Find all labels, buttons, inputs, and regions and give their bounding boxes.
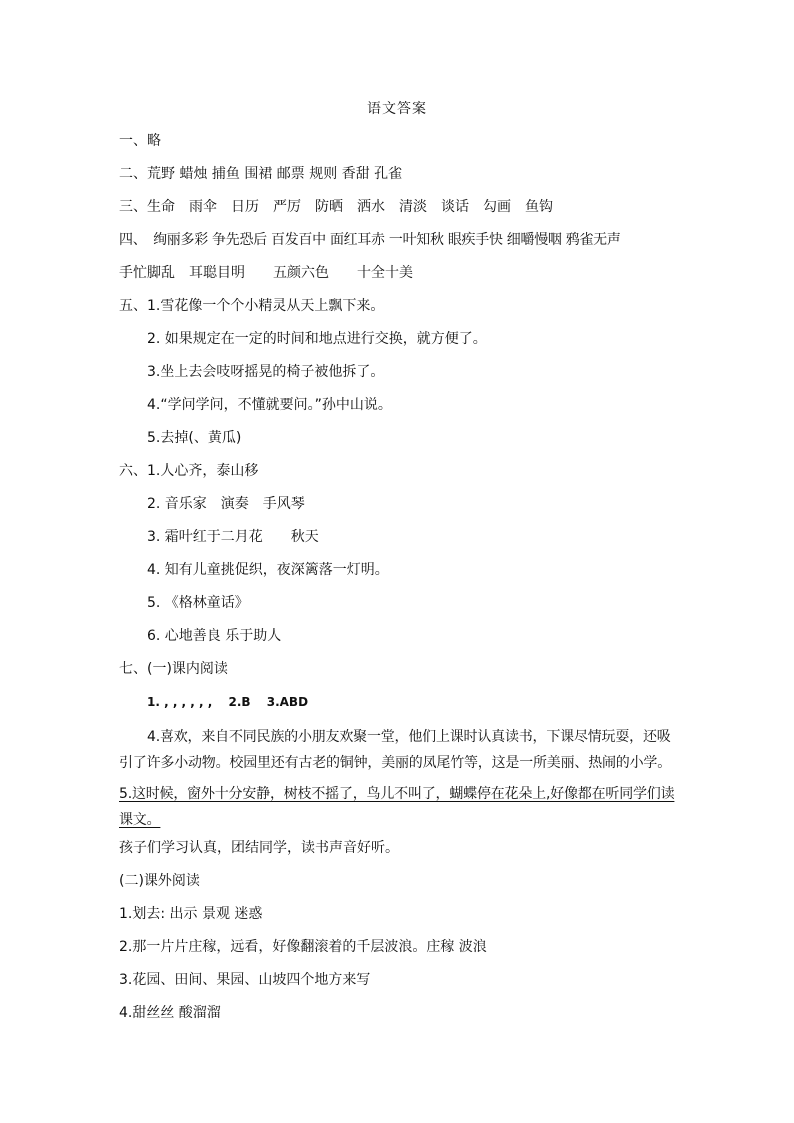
- answer-line-6-1: 六、1.人心齐，泰山移: [119, 463, 259, 479]
- answer-line-7-4: 4.喜欢，来自不同民族的小朋友欢聚一堂，他们上课时认真读书，下课尽情玩耍，还吸引了许多小动物。校园里还有古老的铜钟，美丽的凤尾竹等，这是一所美丽、热闹的小学。: [119, 729, 671, 771]
- page-title: 语文答案: [367, 101, 427, 117]
- answer-line-5-3: 3.坐上去会吱呀摇晃的椅子被他拆了。: [147, 364, 385, 380]
- answer-line-extra-4: 4.甜丝丝 酸溜溜: [119, 1005, 221, 1021]
- answer-line-5-1: 五、1.雪花像一个个小精灵从天上飘下来。: [119, 298, 385, 314]
- answer-line-6-2: 2. 音乐家 演奏 手风琴: [147, 496, 305, 512]
- answer-line-7-heading: 七、(一)课内阅读: [119, 661, 228, 677]
- answer-line-6-6: 6. 心地善良 乐于助人: [147, 628, 282, 644]
- answer-line-6-3: 3. 霜叶红于二月花 秋天: [147, 529, 319, 545]
- answer-line-extra-3: 3.花园、田间、果园、山坡四个地方来写: [119, 972, 371, 988]
- answer-line-extra-1: 1.划去: 出示 景观 迷惑: [119, 906, 263, 922]
- answer-line-5-2: 2. 如果规定在一定的时间和地点进行交换，就方便了。: [147, 331, 487, 347]
- answer-line-extra-2: 2.那一片片庄稼，远看，好像翻滚着的千层波浪。庄稼 波浪: [119, 939, 487, 955]
- answer-line-5-5: 5.去掉(、黄瓜): [147, 430, 242, 446]
- answer-line-3: 三、生命 雨伞 日历 严厉 防晒 洒水 清淡 谈话 勾画 鱼钩: [119, 199, 553, 215]
- answer-line-2: 二、荒野 蜡烛 捕鱼 围裙 邮票 规则 香甜 孔雀: [119, 166, 403, 182]
- answer-line-extra-heading: (二)课外阅读: [119, 873, 200, 889]
- answer-line-4-cont: 手忙脚乱 耳聪目明 五颜六色 十全十美: [119, 265, 413, 281]
- answer-line-4: 四、 绚丽多彩 争先恐后 百发百中 面红耳赤 一叶知秋 眼疾手快 细嚼慢咽 鸦雀无声: [119, 232, 621, 248]
- answer-line-6-4: 4. 知有儿童挑促织，夜深篱落一灯明。: [147, 562, 389, 578]
- answer-line-5-4: 4.“学问学问，不懂就要问。”孙中山说。: [147, 397, 392, 413]
- answer-line-7-summary: 孩子们学习认真，团结同学，读书声音好听。: [119, 840, 399, 856]
- answer-line-1: 一、略: [119, 133, 161, 149]
- answer-line-6-5: 5. 《格林童话》: [147, 595, 249, 611]
- answer-line-7-5: 5.这时候，窗外十分安静，树枝不摇了，鸟儿不叫了，蝴蝶停在花朵上,好像都在听同学们读课文。: [119, 786, 675, 828]
- answer-line-7-1: 1. , , , , , , 2.B 3.ABD: [147, 695, 309, 709]
